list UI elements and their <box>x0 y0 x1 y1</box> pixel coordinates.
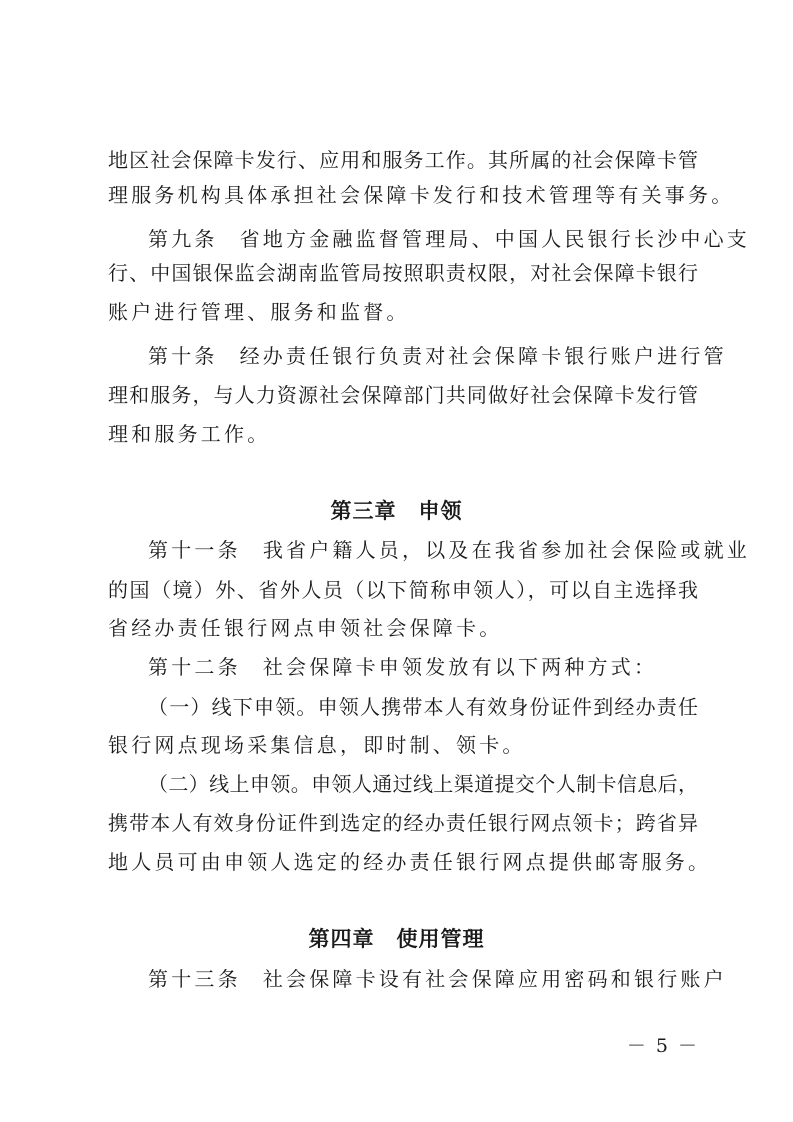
article-10-line <box>148 342 727 370</box>
article-9-line <box>148 225 751 253</box>
article-12-line <box>148 653 698 681</box>
article-12-text: 社会保障卡申领发放有以下两种方式： <box>262 655 658 679</box>
paragraph-line: 理和服务，与人力资源社会保障部门共同做好社会保障卡发行管 <box>108 383 698 407</box>
article-13-line <box>148 965 727 993</box>
article-13-text: 社会保障卡设有社会保障应用密码和银行账户 <box>262 967 727 991</box>
article-10-text: 经办责任银行负责对社会保障卡银行账户进行管 <box>239 344 727 368</box>
paragraph-line: 的国（境）外、省外人员（以下简称申领人），可以自主选择我 <box>108 578 698 602</box>
article-10-label: 第十条 <box>148 344 218 368</box>
chapter-4-heading: 第四章 使用管理 <box>308 927 485 951</box>
item-1-line: （一）线下申领。申领人携带本人有效身份证件到经办责任 <box>148 695 698 719</box>
paragraph-line: 携带本人有效身份证件到选定的经办责任银行网点领卡；跨省异 <box>108 811 698 835</box>
article-11-text: 我省户籍人员，以及在我省参加社会保险或就业 <box>262 538 751 562</box>
paragraph-line: 银行网点现场采集信息，即时制、领卡。 <box>108 733 526 757</box>
item-2-line: （二）线上申领。申领人通过线上渠道提交个人制卡信息后， <box>148 772 698 796</box>
paragraph-line: 地区社会保障卡发行、应用和服务工作。其所属的社会保障卡管 <box>108 148 698 172</box>
article-11-label: 第十一条 <box>148 538 241 562</box>
paragraph-line: 理和服务工作。 <box>108 422 271 446</box>
article-9-text: 省地方金融监督管理局、中国人民银行长沙中心支 <box>239 227 751 251</box>
article-13-label: 第十三条 <box>148 967 241 991</box>
article-11-line <box>148 536 751 564</box>
paragraph-line: 账户进行管理、服务和监督。 <box>108 300 410 324</box>
paragraph-line: 地人员可由申领人选定的经办责任银行网点提供邮寄服务。 <box>108 850 712 874</box>
article-9-label: 第九条 <box>148 227 218 251</box>
page-number: － 5 － <box>626 1035 699 1057</box>
article-12-label: 第十二条 <box>148 655 241 679</box>
paragraph-line: 行、中国银保监会湖南监管局按照职责权限，对社会保障卡银行 <box>108 261 698 285</box>
paragraph-line: 省经办责任银行网点申领社会保障卡。 <box>108 616 503 640</box>
chapter-3-heading: 第三章 申领 <box>330 499 463 523</box>
paragraph-line: 理服务机构具体承担社会保障卡发行和技术管理等有关事务。 <box>108 183 735 207</box>
